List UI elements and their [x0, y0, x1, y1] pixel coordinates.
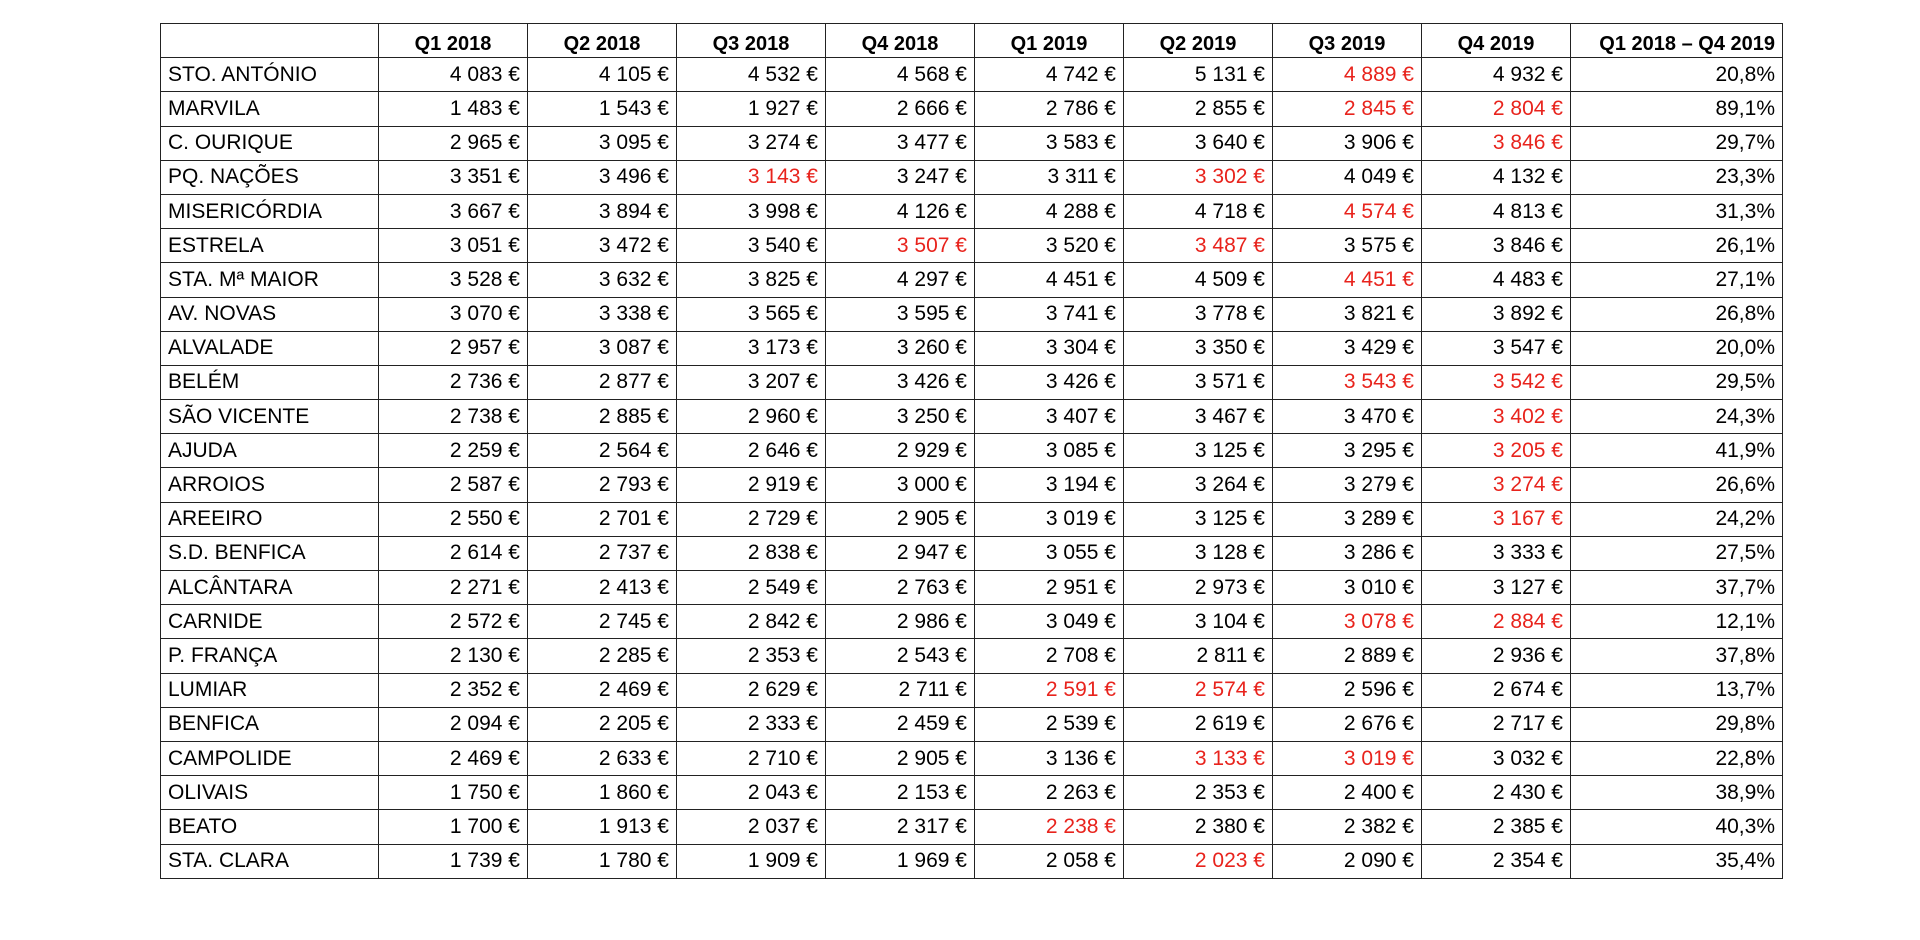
price-cell: 2 936 €: [1422, 639, 1571, 673]
price-cell: 3 542 €: [1422, 365, 1571, 399]
table-row: [161, 844, 1783, 878]
price-cell: 2 205 €: [528, 707, 677, 741]
price-cell: 2 763 €: [826, 571, 975, 605]
price-cell: 3 846 €: [1422, 229, 1571, 263]
parish-name-cell: CARNIDE: [161, 605, 379, 639]
change-percent-cell: 89,1%: [1571, 92, 1783, 126]
price-cell: 2 591 €: [975, 673, 1124, 707]
price-cell: 3 846 €: [1422, 126, 1571, 160]
price-cell: 3 540 €: [677, 229, 826, 263]
price-cell: 2 737 €: [528, 536, 677, 570]
price-cell: 2 905 €: [826, 741, 975, 775]
price-cell: 1 909 €: [677, 844, 826, 878]
price-cell: 3 407 €: [975, 400, 1124, 434]
price-cell: 3 477 €: [826, 126, 975, 160]
price-cell: 2 413 €: [528, 571, 677, 605]
price-cell: 2 885 €: [528, 400, 677, 434]
price-cell: 3 136 €: [975, 741, 1124, 775]
price-cell: 1 700 €: [379, 810, 528, 844]
price-cell: 2 037 €: [677, 810, 826, 844]
price-cell: 3 125 €: [1124, 434, 1273, 468]
price-cell: 2 263 €: [975, 776, 1124, 810]
price-cell: 4 126 €: [826, 194, 975, 228]
parish-name-cell: AV. NOVAS: [161, 297, 379, 331]
table-row: [161, 194, 1783, 228]
parish-name-cell: STO. ANTÓNIO: [161, 58, 379, 92]
price-cell: 2 845 €: [1273, 92, 1422, 126]
price-cell: 2 905 €: [826, 502, 975, 536]
parish-name-cell: OLIVAIS: [161, 776, 379, 810]
price-cell: 3 133 €: [1124, 741, 1273, 775]
parish-name-cell: BELÉM: [161, 365, 379, 399]
price-cell: 3 207 €: [677, 365, 826, 399]
price-cell: 3 205 €: [1422, 434, 1571, 468]
price-cell: 3 487 €: [1124, 229, 1273, 263]
parish-name-cell: P. FRANÇA: [161, 639, 379, 673]
price-cell: 4 451 €: [975, 263, 1124, 297]
price-cell: 2 717 €: [1422, 707, 1571, 741]
price-cell: 3 087 €: [528, 331, 677, 365]
price-cell: 2 130 €: [379, 639, 528, 673]
change-percent-cell: 20,8%: [1571, 58, 1783, 92]
table-row: [161, 263, 1783, 297]
header-q4-2018: Q4 2018: [826, 24, 975, 58]
price-cell: 2 919 €: [677, 468, 826, 502]
table-row: [161, 297, 1783, 331]
price-cell: 4 532 €: [677, 58, 826, 92]
price-cell: 4 451 €: [1273, 263, 1422, 297]
price-cell: 4 718 €: [1124, 194, 1273, 228]
parish-name-cell: LUMIAR: [161, 673, 379, 707]
change-percent-cell: 12,1%: [1571, 605, 1783, 639]
price-cell: 1 927 €: [677, 92, 826, 126]
price-cell: 3 085 €: [975, 434, 1124, 468]
table-row: [161, 468, 1783, 502]
price-cell: 3 289 €: [1273, 502, 1422, 536]
change-percent-cell: 27,1%: [1571, 263, 1783, 297]
parish-name-cell: ARROIOS: [161, 468, 379, 502]
price-cell: 3 741 €: [975, 297, 1124, 331]
price-cell: 3 520 €: [975, 229, 1124, 263]
price-cell: 2 259 €: [379, 434, 528, 468]
price-cell: 4 483 €: [1422, 263, 1571, 297]
price-cell: 3 575 €: [1273, 229, 1422, 263]
price-cell: 3 167 €: [1422, 502, 1571, 536]
price-cell: 2 884 €: [1422, 605, 1571, 639]
parish-name-cell: STA. CLARA: [161, 844, 379, 878]
header-total-change: Q1 2018 – Q4 2019: [1571, 24, 1783, 58]
parish-name-cell: MARVILA: [161, 92, 379, 126]
price-cell: 2 986 €: [826, 605, 975, 639]
price-cell: 2 385 €: [1422, 810, 1571, 844]
price-cell: 2 153 €: [826, 776, 975, 810]
change-percent-cell: 35,4%: [1571, 844, 1783, 878]
price-cell: 2 951 €: [975, 571, 1124, 605]
price-cell: 2 469 €: [528, 673, 677, 707]
price-cell: 2 353 €: [677, 639, 826, 673]
price-cell: 4 083 €: [379, 58, 528, 92]
price-cell: 2 960 €: [677, 400, 826, 434]
table-row: [161, 229, 1783, 263]
price-cell: 2 459 €: [826, 707, 975, 741]
price-cell: 3 250 €: [826, 400, 975, 434]
parish-name-cell: SÃO VICENTE: [161, 400, 379, 434]
price-cell: 2 676 €: [1273, 707, 1422, 741]
price-cell: 3 055 €: [975, 536, 1124, 570]
price-cell: 2 957 €: [379, 331, 528, 365]
price-cell: 2 430 €: [1422, 776, 1571, 810]
price-cell: 2 666 €: [826, 92, 975, 126]
price-cell: 3 565 €: [677, 297, 826, 331]
change-percent-cell: 26,8%: [1571, 297, 1783, 331]
price-cell: 2 090 €: [1273, 844, 1422, 878]
price-cell: 1 969 €: [826, 844, 975, 878]
price-cell: 2 400 €: [1273, 776, 1422, 810]
price-cell: 2 354 €: [1422, 844, 1571, 878]
price-cell: 2 855 €: [1124, 92, 1273, 126]
header-q1-2018: Q1 2018: [379, 24, 528, 58]
table-row: [161, 92, 1783, 126]
parish-name-cell: ESTRELA: [161, 229, 379, 263]
price-cell: 2 550 €: [379, 502, 528, 536]
price-cell: 2 646 €: [677, 434, 826, 468]
table-row: [161, 776, 1783, 810]
parish-name-cell: MISERICÓRDIA: [161, 194, 379, 228]
price-cell: 3 010 €: [1273, 571, 1422, 605]
price-cell: 2 793 €: [528, 468, 677, 502]
price-cell: 2 633 €: [528, 741, 677, 775]
price-cell: 3 496 €: [528, 160, 677, 194]
table-row: [161, 536, 1783, 570]
price-cell: 2 352 €: [379, 673, 528, 707]
price-cell: 2 786 €: [975, 92, 1124, 126]
header-q2-2019: Q2 2019: [1124, 24, 1273, 58]
change-percent-cell: 24,3%: [1571, 400, 1783, 434]
price-cell: 5 131 €: [1124, 58, 1273, 92]
price-cell: 1 780 €: [528, 844, 677, 878]
price-cell: 4 932 €: [1422, 58, 1571, 92]
price-cell: 2 738 €: [379, 400, 528, 434]
price-cell: 2 729 €: [677, 502, 826, 536]
price-cell: 3 274 €: [1422, 468, 1571, 502]
table-row: [161, 331, 1783, 365]
table-row: [161, 571, 1783, 605]
price-cell: 2 877 €: [528, 365, 677, 399]
price-cell: 3 000 €: [826, 468, 975, 502]
header-row: [161, 24, 1783, 58]
parish-name-cell: C. OURIQUE: [161, 126, 379, 160]
price-cell: 2 043 €: [677, 776, 826, 810]
change-percent-cell: 31,3%: [1571, 194, 1783, 228]
price-cell: 3 333 €: [1422, 536, 1571, 570]
price-cell: 3 286 €: [1273, 536, 1422, 570]
price-cell: 2 587 €: [379, 468, 528, 502]
price-cell: 2 804 €: [1422, 92, 1571, 126]
price-cell: 3 470 €: [1273, 400, 1422, 434]
price-cell: 4 568 €: [826, 58, 975, 92]
price-cell: 1 483 €: [379, 92, 528, 126]
price-cell: 3 019 €: [975, 502, 1124, 536]
table-row: [161, 741, 1783, 775]
price-cell: 4 049 €: [1273, 160, 1422, 194]
price-cell: 2 708 €: [975, 639, 1124, 673]
price-cell: 3 032 €: [1422, 741, 1571, 775]
price-cell: 3 426 €: [826, 365, 975, 399]
price-cell: 2 596 €: [1273, 673, 1422, 707]
price-cell: 2 674 €: [1422, 673, 1571, 707]
table-row: [161, 707, 1783, 741]
price-cell: 3 507 €: [826, 229, 975, 263]
price-cell: 3 279 €: [1273, 468, 1422, 502]
header-q2-2018: Q2 2018: [528, 24, 677, 58]
price-cell: 2 965 €: [379, 126, 528, 160]
price-cell: 2 711 €: [826, 673, 975, 707]
price-cell: 3 595 €: [826, 297, 975, 331]
change-percent-cell: 37,8%: [1571, 639, 1783, 673]
price-cell: 1 739 €: [379, 844, 528, 878]
price-cell: 2 811 €: [1124, 639, 1273, 673]
table-row: [161, 58, 1783, 92]
price-cell: 3 051 €: [379, 229, 528, 263]
parish-name-cell: PQ. NAÇÕES: [161, 160, 379, 194]
price-cell: 1 913 €: [528, 810, 677, 844]
price-cell: 3 338 €: [528, 297, 677, 331]
change-percent-cell: 27,5%: [1571, 536, 1783, 570]
price-cell: 2 058 €: [975, 844, 1124, 878]
price-cell: 3 173 €: [677, 331, 826, 365]
price-cell: 2 629 €: [677, 673, 826, 707]
price-cell: 2 889 €: [1273, 639, 1422, 673]
price-cell: 2 469 €: [379, 741, 528, 775]
price-cell: 3 892 €: [1422, 297, 1571, 331]
price-cell: 4 813 €: [1422, 194, 1571, 228]
change-percent-cell: 29,8%: [1571, 707, 1783, 741]
price-cell: 2 614 €: [379, 536, 528, 570]
price-cell: 4 288 €: [975, 194, 1124, 228]
parish-name-cell: S.D. BENFICA: [161, 536, 379, 570]
parish-name-cell: ALCÂNTARA: [161, 571, 379, 605]
price-cell: 3 260 €: [826, 331, 975, 365]
price-cell: 3 351 €: [379, 160, 528, 194]
change-percent-cell: 26,1%: [1571, 229, 1783, 263]
change-percent-cell: 26,6%: [1571, 468, 1783, 502]
price-cell: 2 572 €: [379, 605, 528, 639]
price-cell: 3 264 €: [1124, 468, 1273, 502]
parish-name-cell: AJUDA: [161, 434, 379, 468]
price-cell: 4 105 €: [528, 58, 677, 92]
price-cell: 3 467 €: [1124, 400, 1273, 434]
table-header: [161, 24, 1783, 58]
price-cell: 2 842 €: [677, 605, 826, 639]
price-cell: 2 745 €: [528, 605, 677, 639]
table-body: [161, 58, 1783, 879]
table-row: [161, 434, 1783, 468]
header-q4-2019: Q4 2019: [1422, 24, 1571, 58]
price-cell: 4 889 €: [1273, 58, 1422, 92]
price-cell: 1 543 €: [528, 92, 677, 126]
price-cell: 1 750 €: [379, 776, 528, 810]
change-percent-cell: 20,0%: [1571, 331, 1783, 365]
price-cell: 3 049 €: [975, 605, 1124, 639]
price-cell: 2 574 €: [1124, 673, 1273, 707]
price-cell: 4 574 €: [1273, 194, 1422, 228]
price-cell: 2 382 €: [1273, 810, 1422, 844]
price-cell: 2 549 €: [677, 571, 826, 605]
table-row: [161, 126, 1783, 160]
parish-name-cell: CAMPOLIDE: [161, 741, 379, 775]
header-q1-2019: Q1 2019: [975, 24, 1124, 58]
table-row: [161, 502, 1783, 536]
price-cell: 2 333 €: [677, 707, 826, 741]
price-cell: 3 825 €: [677, 263, 826, 297]
parish-name-cell: BENFICA: [161, 707, 379, 741]
price-cell: 3 302 €: [1124, 160, 1273, 194]
table-row: [161, 605, 1783, 639]
price-cell: 3 543 €: [1273, 365, 1422, 399]
change-percent-cell: 38,9%: [1571, 776, 1783, 810]
price-cell: 3 583 €: [975, 126, 1124, 160]
price-cell: 3 402 €: [1422, 400, 1571, 434]
header-corner: [161, 24, 379, 58]
price-cell: 2 929 €: [826, 434, 975, 468]
parish-name-cell: AREEIRO: [161, 502, 379, 536]
price-cell: 3 128 €: [1124, 536, 1273, 570]
table-row: [161, 810, 1783, 844]
change-percent-cell: 24,2%: [1571, 502, 1783, 536]
table-row: [161, 365, 1783, 399]
price-cell: 3 143 €: [677, 160, 826, 194]
price-cell: 3 640 €: [1124, 126, 1273, 160]
price-cell: 2 539 €: [975, 707, 1124, 741]
price-cell: 3 632 €: [528, 263, 677, 297]
parish-name-cell: STA. Mª MAIOR: [161, 263, 379, 297]
parish-name-cell: BEATO: [161, 810, 379, 844]
price-cell: 3 274 €: [677, 126, 826, 160]
price-table: [160, 23, 1783, 879]
price-cell: 4 742 €: [975, 58, 1124, 92]
price-cell: 2 838 €: [677, 536, 826, 570]
price-cell: 3 295 €: [1273, 434, 1422, 468]
price-cell: 2 543 €: [826, 639, 975, 673]
table-row: [161, 673, 1783, 707]
price-cell: 2 023 €: [1124, 844, 1273, 878]
price-cell: 3 821 €: [1273, 297, 1422, 331]
price-cell: 2 285 €: [528, 639, 677, 673]
price-cell: 3 998 €: [677, 194, 826, 228]
price-cell: 2 271 €: [379, 571, 528, 605]
change-percent-cell: 29,7%: [1571, 126, 1783, 160]
header-q3-2019: Q3 2019: [1273, 24, 1422, 58]
price-cell: 3 472 €: [528, 229, 677, 263]
table-row: [161, 639, 1783, 673]
table-row: [161, 400, 1783, 434]
change-percent-cell: 41,9%: [1571, 434, 1783, 468]
price-cell: 3 127 €: [1422, 571, 1571, 605]
price-cell: 3 194 €: [975, 468, 1124, 502]
price-cell: 3 778 €: [1124, 297, 1273, 331]
price-cell: 2 947 €: [826, 536, 975, 570]
price-cell: 3 429 €: [1273, 331, 1422, 365]
price-cell: 3 247 €: [826, 160, 975, 194]
price-cell: 2 353 €: [1124, 776, 1273, 810]
price-cell: 3 350 €: [1124, 331, 1273, 365]
price-cell: 4 297 €: [826, 263, 975, 297]
price-cell: 3 906 €: [1273, 126, 1422, 160]
price-cell: 2 380 €: [1124, 810, 1273, 844]
price-cell: 3 019 €: [1273, 741, 1422, 775]
price-cell: 4 132 €: [1422, 160, 1571, 194]
price-cell: 2 973 €: [1124, 571, 1273, 605]
price-cell: 1 860 €: [528, 776, 677, 810]
parish-name-cell: ALVALADE: [161, 331, 379, 365]
change-percent-cell: 13,7%: [1571, 673, 1783, 707]
price-cell: 3 125 €: [1124, 502, 1273, 536]
change-percent-cell: 22,8%: [1571, 741, 1783, 775]
change-percent-cell: 23,3%: [1571, 160, 1783, 194]
price-cell: 2 094 €: [379, 707, 528, 741]
price-cell: 3 426 €: [975, 365, 1124, 399]
price-cell: 3 304 €: [975, 331, 1124, 365]
price-cell: 3 070 €: [379, 297, 528, 331]
change-percent-cell: 40,3%: [1571, 810, 1783, 844]
price-cell: 3 528 €: [379, 263, 528, 297]
change-percent-cell: 29,5%: [1571, 365, 1783, 399]
price-cell: 3 894 €: [528, 194, 677, 228]
price-cell: 3 078 €: [1273, 605, 1422, 639]
price-cell: 2 619 €: [1124, 707, 1273, 741]
price-cell: 3 547 €: [1422, 331, 1571, 365]
table-row: [161, 160, 1783, 194]
price-cell: 2 736 €: [379, 365, 528, 399]
price-cell: 3 667 €: [379, 194, 528, 228]
price-cell: 3 311 €: [975, 160, 1124, 194]
price-cell: 2 238 €: [975, 810, 1124, 844]
price-cell: 2 710 €: [677, 741, 826, 775]
change-percent-cell: 37,7%: [1571, 571, 1783, 605]
price-cell: 4 509 €: [1124, 263, 1273, 297]
price-cell: 2 564 €: [528, 434, 677, 468]
price-cell: 3 571 €: [1124, 365, 1273, 399]
header-q3-2018: Q3 2018: [677, 24, 826, 58]
price-cell: 3 104 €: [1124, 605, 1273, 639]
price-cell: 2 701 €: [528, 502, 677, 536]
price-cell: 3 095 €: [528, 126, 677, 160]
price-cell: 2 317 €: [826, 810, 975, 844]
